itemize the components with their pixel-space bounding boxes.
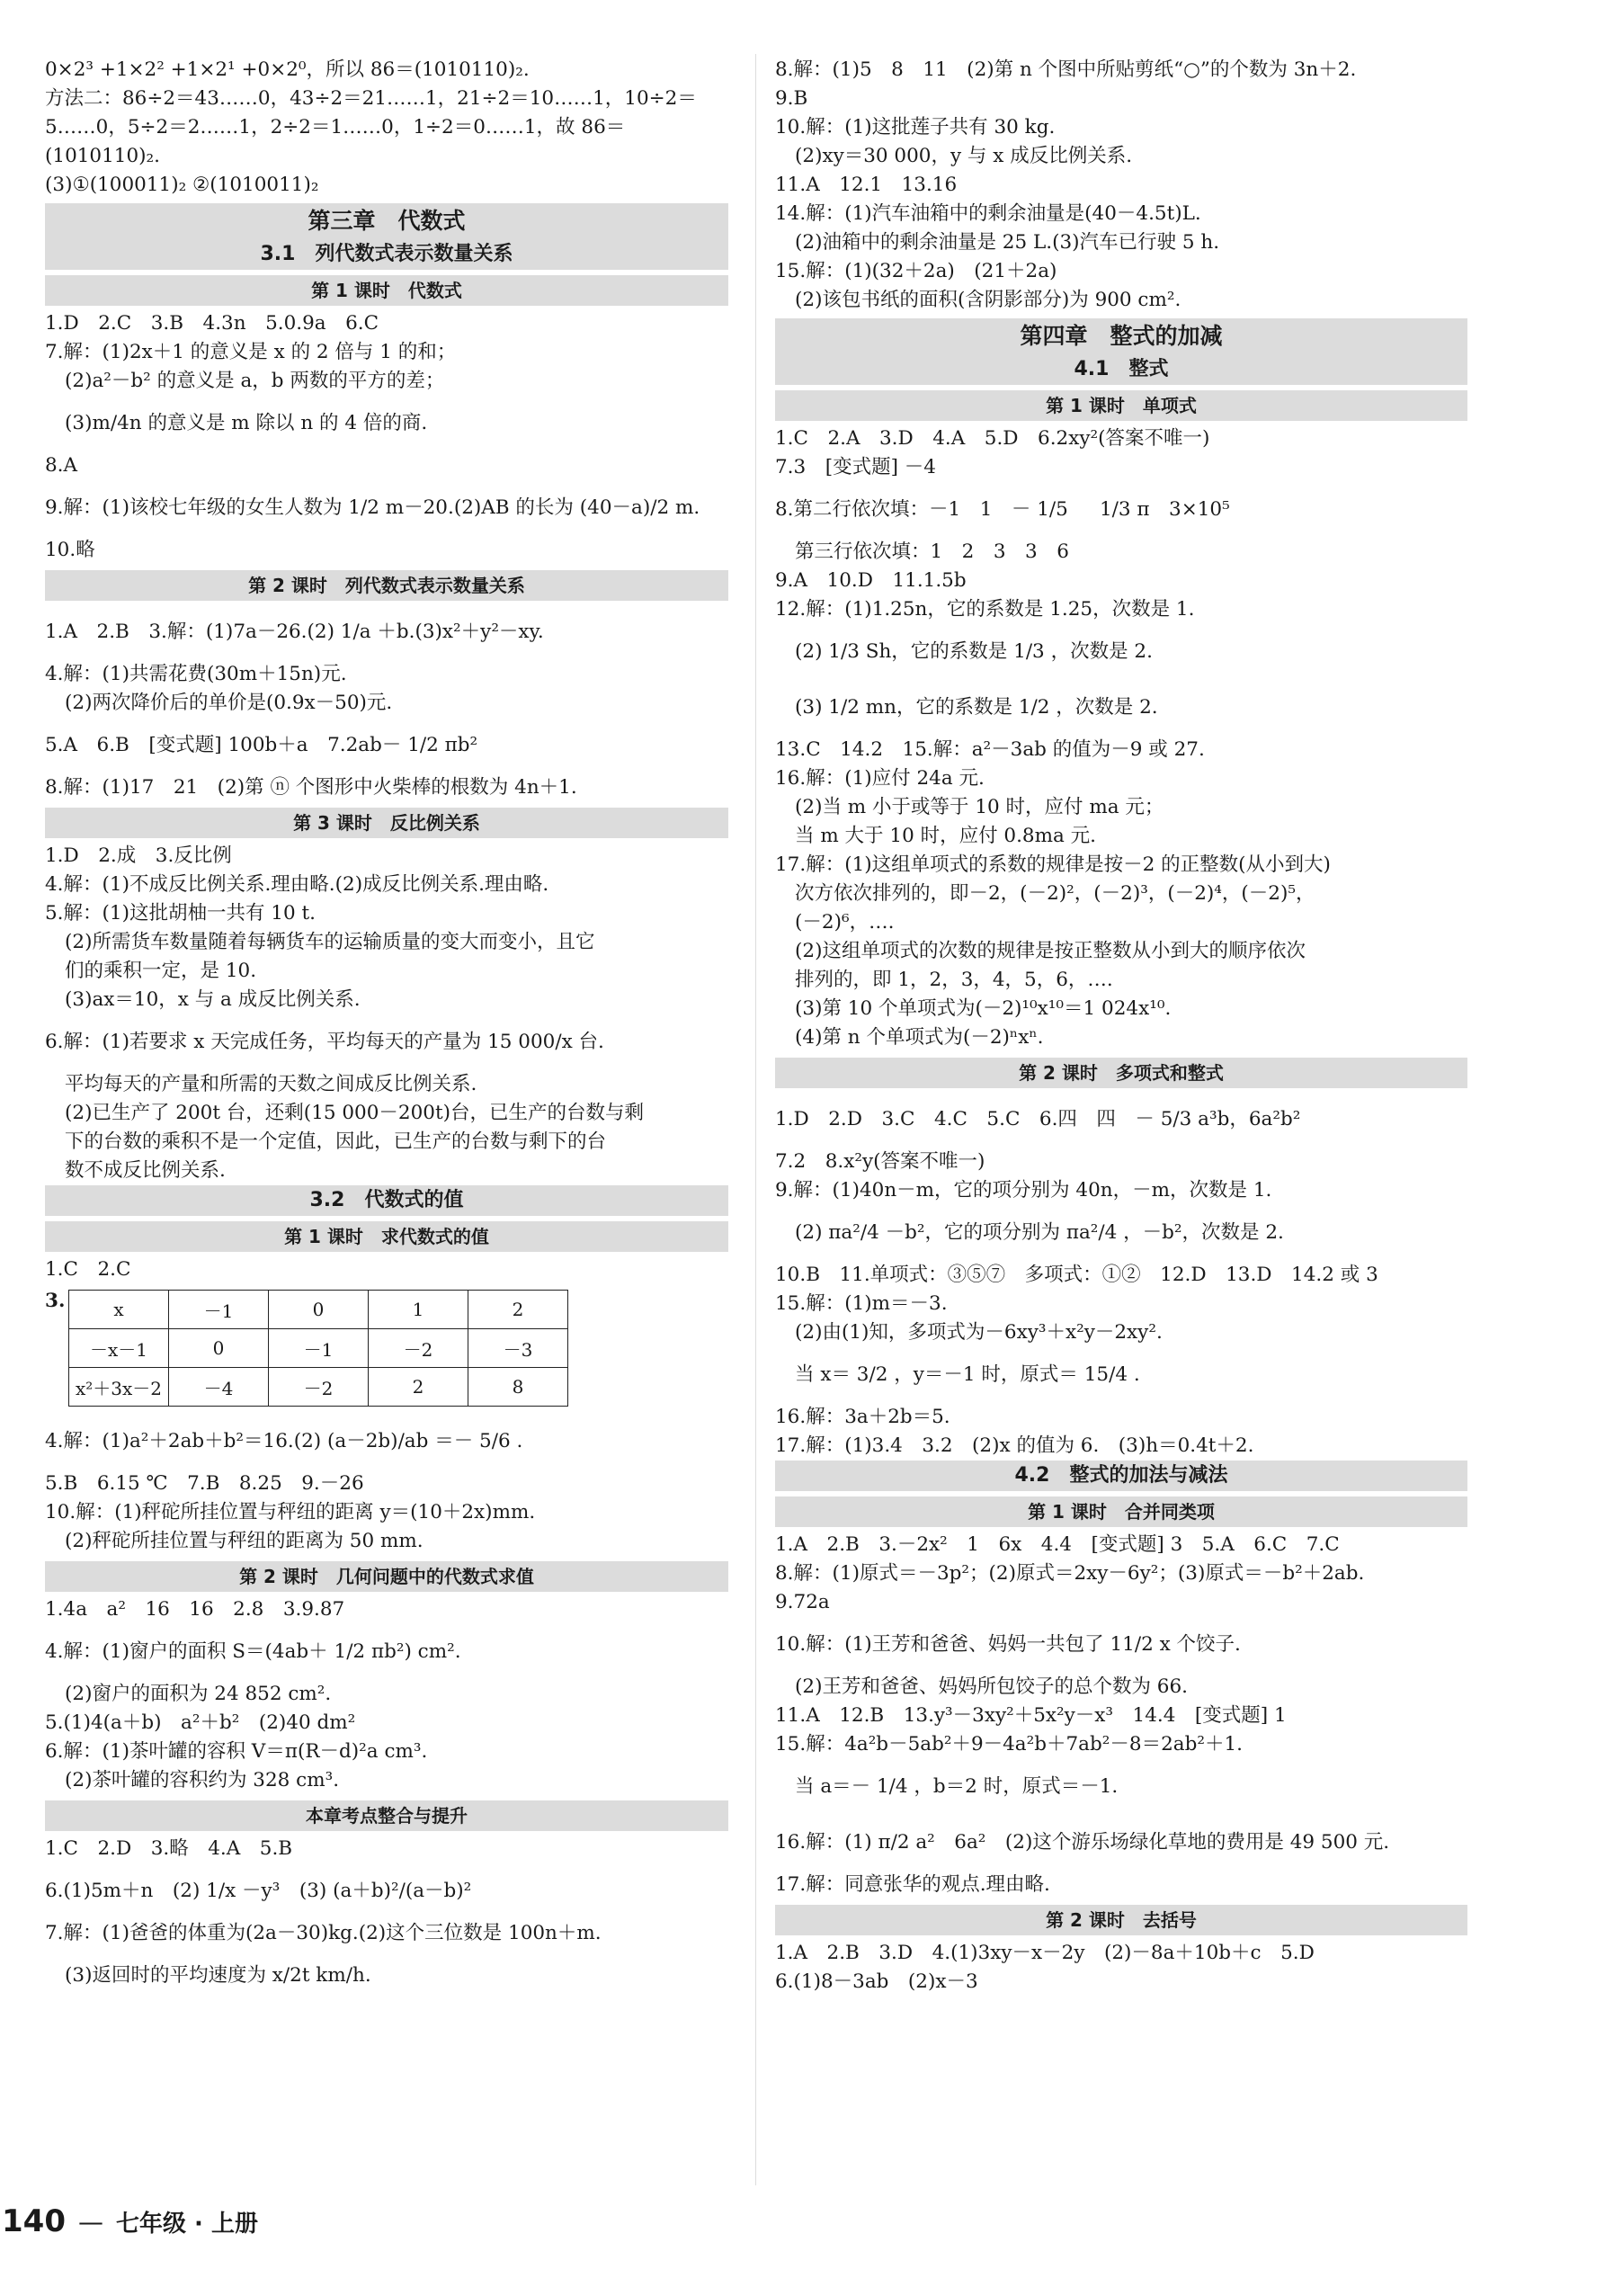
- table-cell: －3: [468, 1329, 568, 1368]
- answer-line: 8.A: [45, 454, 78, 477]
- footer-separator: —: [77, 2206, 103, 2237]
- table-cell: 2: [369, 1368, 468, 1407]
- table-cell: x²＋3x－2: [69, 1368, 169, 1407]
- table-cell: －2: [269, 1368, 369, 1407]
- answer-line: 10.解：(1)秤砣所挂位置与秤纽的距离 y＝(10＋2x)mm.: [45, 1501, 536, 1523]
- answer-line: 17.解：(1)这组单项式的系数的规律是按－2 的正整数(从小到大): [775, 853, 1331, 876]
- answer-line: 4.解：(1)共需花费(30m＋15n)元.: [45, 663, 347, 685]
- table-cell: －4: [169, 1368, 269, 1407]
- answer-line: (2)茶叶罐的容积约为 328 cm³.: [65, 1769, 340, 1791]
- answer-line: (2)这组单项式的次数的规律是按正整数从小到大的顺序依次: [795, 940, 1306, 962]
- question-number: 3.: [45, 1290, 66, 1312]
- answer-line: 16.解：(1) π/2 a² 6a² (2)这个游乐场绿化草地的费用是 49 500 元.: [775, 1831, 1390, 1854]
- answer-line: 15.解：(1)(32＋2a) (21＋2a): [775, 260, 1057, 282]
- table-row: [69, 1368, 568, 1407]
- answer-line: (3)第 10 个单项式为(－2)¹⁰x¹⁰＝1 024x¹⁰.: [795, 997, 1172, 1020]
- answer-line: 16.解：(1)应付 24a 元.: [775, 767, 985, 790]
- section-heading: 4.2 整式的加法与减法: [775, 1461, 1467, 1491]
- answer-line: 9.解：(1)该校七年级的女生人数为 1/2 m－20.(2)AB 的长为 (40－a)/2 m.: [45, 496, 700, 519]
- answer-line: 5.A 6.B [变式题] 100b＋a 7.2ab－ 1/2 πb²: [45, 734, 478, 756]
- grade-label: 七年级 · 上册: [115, 2210, 258, 2238]
- answer-line: 1.A 2.B 3.－2x² 1 6x 4.4 [变式题] 3 5.A 6.C 7.C: [775, 1533, 1340, 1556]
- answer-line: 10.略: [45, 539, 95, 561]
- answer-line: 7.2 8.x²y(答案不唯一): [775, 1150, 985, 1173]
- answer-line: (2)油箱中的剩余油量是 25 L.(3)汽车已行驶 5 h.: [795, 231, 1220, 254]
- answer-line: 9.72a: [775, 1591, 830, 1613]
- answer-line: 12.解：(1)1.25n，它的系数是 1.25，次数是 1.: [775, 598, 1195, 621]
- table-row: [69, 1291, 568, 1329]
- answer-line: (4)第 n 个单项式为(－2)ⁿxⁿ.: [795, 1026, 1044, 1049]
- lesson-heading: 本章考点整合与提升: [45, 1800, 728, 1831]
- answer-line: 1.D 2.成 3.反比例: [45, 844, 232, 867]
- answer-line: 下的台数的乘积不是一个定值，因此，已生产的台数与剩下的台: [65, 1130, 607, 1153]
- answer-line: (2)已生产了 200t 台，还剩(15 000－200t)台，已生产的台数与剩: [65, 1102, 644, 1124]
- answer-line: 17.解：同意张华的观点.理由略.: [775, 1873, 1050, 1896]
- left-column: [45, 56, 728, 2004]
- answer-line: (2)秤砣所挂位置与秤纽的距离为 50 mm.: [65, 1530, 424, 1552]
- answer-line: (2)该包书纸的面积(含阴影部分)为 900 cm².: [795, 289, 1181, 311]
- lesson-heading: 第 2 课时 去括号: [775, 1905, 1467, 1935]
- answer-line: 10.B 11.单项式：③⑤⑦ 多项式：①② 12.D 13.D 14.2 或 3: [775, 1264, 1378, 1286]
- value-table: [68, 1290, 568, 1407]
- answer-line: 方法二：86÷2＝43……0，43÷2＝21……1，21÷2＝10……1，10÷2＝: [45, 87, 697, 110]
- answer-line: 1.C 2.A 3.D 4.A 5.D 6.2xy²(答案不唯一): [775, 427, 1210, 450]
- answer-line: 15.解：(1)m＝－3.: [775, 1292, 948, 1315]
- lesson-heading: 第 1 课时 代数式: [45, 275, 728, 306]
- answer-line: 5.B 6.15 ℃ 7.B 8.25 9.－26: [45, 1472, 364, 1495]
- table-cell: 8: [468, 1368, 568, 1407]
- answer-line: (2)两次降价后的单价是(0.9x－50)元.: [65, 692, 393, 714]
- answer-line: (2) πa²/4 －b²，它的项分别为 πa²/4 ，－b²，次数是 2.: [795, 1221, 1284, 1244]
- chapter-heading: 第四章 整式的加减: [775, 318, 1467, 354]
- answer-line: 数不成反比例关系.: [65, 1159, 226, 1182]
- column-divider: [755, 54, 756, 2185]
- answer-line: 4.解：(1)窗户的面积 S＝(4ab＋ 1/2 πb²) cm².: [45, 1640, 461, 1663]
- answer-line: 6.解：(1)若要求 x 天完成任务，平均每天的产量为 15 000/x 台.: [45, 1031, 604, 1053]
- answer-line: 1.C 2.C: [45, 1258, 131, 1281]
- answer-line: 4.解：(1)a²＋2ab＋b²＝16.(2) (a－2b)/ab ＝－ 5/6 .: [45, 1430, 523, 1452]
- answer-line: 当 x＝ 3/2 ，y＝－1 时，原式＝ 15/4 .: [795, 1363, 1140, 1386]
- answer-line: (2)由(1)知，多项式为－6xy³＋x²y－2xy².: [795, 1321, 1163, 1344]
- answer-line: 9.解：(1)40n－m，它的项分别为 40n，－m，次数是 1.: [775, 1179, 1272, 1202]
- answer-line: 7.3 [变式题] －4: [775, 456, 936, 478]
- answer-line: 第三行依次填：1 2 3 3 6: [795, 540, 1069, 563]
- table-row: [69, 1329, 568, 1368]
- answer-line: 9.A 10.D 11.1.5b: [775, 569, 967, 592]
- answer-line: 4.解：(1)不成反比例关系.理由略.(2)成反比例关系.理由略.: [45, 873, 549, 896]
- answer-line: 14.解：(1)汽车油箱中的剩余油量是(40－4.5t)L.: [775, 202, 1201, 225]
- answer-line: 17.解：(1)3.4 3.2 (2)x 的值为 6. (3)h＝0.4t＋2.: [775, 1434, 1254, 1457]
- table-cell: 0: [169, 1329, 269, 1368]
- table-cell: 2: [468, 1291, 568, 1329]
- answer-line: (3)m/4n 的意义是 m 除以 n 的 4 倍的商.: [65, 412, 428, 434]
- answer-line: 5.解：(1)这批胡柚一共有 10 t.: [45, 902, 316, 925]
- answer-line: 10.解：(1)王芳和爸爸、妈妈一共包了 11/2 x 个饺子.: [775, 1633, 1241, 1656]
- answer-line: 当 a＝－ 1/4 ，b＝2 时，原式＝－1.: [795, 1775, 1119, 1798]
- page-footer: [0, 2194, 629, 2248]
- table-cell: －2: [369, 1329, 468, 1368]
- answer-line: (2)所需货车数量随着每辆货车的运输质量的变大而变小，且它: [65, 931, 595, 953]
- answer-line: 6.(1)5m＋n (2) 1/x －y³ (3) (a＋b)²/(a－b)²: [45, 1880, 472, 1902]
- answer-line: 8.解：(1)17 21 (2)第 ⓝ 个图形中火柴棒的根数为 4n＋1.: [45, 776, 577, 799]
- value-table-block: [45, 1290, 728, 1407]
- answer-line: 8.解：(1)5 8 11 (2)第 n 个图中所贴剪纸“○”的个数为 3n＋2.: [775, 58, 1357, 81]
- answer-line: 11.A 12.1 13.16: [775, 174, 958, 196]
- answer-line: (3)ax＝10，x 与 a 成反比例关系.: [65, 988, 361, 1011]
- lesson-heading: 第 3 课时 反比例关系: [45, 808, 728, 838]
- table-cell: －x－1: [69, 1329, 169, 1368]
- answer-line: 11.A 12.B 13.y³－3xy²＋5x²y－x³ 14.4 [变式题] 1: [775, 1704, 1287, 1727]
- table-cell: x: [69, 1291, 169, 1329]
- answer-line: 当 m 大于 10 时，应付 0.8ma 元.: [795, 825, 1096, 847]
- answer-line: (－2)⁶，….: [795, 911, 895, 934]
- answer-line: (2)窗户的面积为 24 852 cm².: [65, 1683, 332, 1705]
- answer-line: 平均每天的产量和所需的天数之间成反比例关系.: [65, 1073, 477, 1095]
- lesson-heading: 第 1 课时 求代数式的值: [45, 1221, 728, 1252]
- right-column: [775, 56, 1467, 1997]
- chapter-heading: 第三章 代数式: [45, 203, 728, 239]
- answer-line: 1.4a a² 16 16 2.8 3.9.87: [45, 1598, 345, 1621]
- answer-line: 7.解：(1)2x＋1 的意义是 x 的 2 倍与 1 的和；: [45, 341, 457, 363]
- table-cell: 0: [269, 1291, 369, 1329]
- answer-line: 16.解：3a＋2b＝5.: [775, 1406, 950, 1428]
- answer-line: (2) 1/3 Sh，它的系数是 1/3 ，次数是 2.: [795, 640, 1153, 663]
- answer-line: (2)xy＝30 000，y 与 x 成反比例关系.: [795, 145, 1133, 167]
- answer-line: (2)a²－b² 的意义是 a，b 两数的平方的差；: [65, 370, 445, 392]
- answer-line: 0×2³ +1×2² +1×2¹ +0×2⁰，所以 86＝(1010110)₂.: [45, 58, 530, 81]
- answer-line: 1.D 2.D 3.C 4.C 5.C 6.四 四 － 5/3 a³b，6a²b²: [775, 1108, 1301, 1130]
- answer-line: 1.D 2.C 3.B 4.3n 5.0.9a 6.C: [45, 312, 379, 335]
- lesson-heading: 第 2 课时 列代数式表示数量关系: [45, 570, 728, 601]
- answer-line: 5.(1)4(a＋b) a²＋b² (2)40 dm²: [45, 1711, 356, 1734]
- answer-line: 1.C 2.D 3.略 4.A 5.B: [45, 1837, 293, 1860]
- table-cell: 1: [369, 1291, 468, 1329]
- answer-line: (3)返回时的平均速度为 x/2t km/h.: [65, 1964, 371, 1987]
- answer-line: 8.解：(1)原式＝－3p²；(2)原式＝2xy－6y²；(3)原式＝－b²＋2ab.: [775, 1562, 1365, 1585]
- answer-line: (1010110)₂.: [45, 145, 160, 167]
- answer-line: 1.A 2.B 3.解：(1)7a－26.(2) 1/a ＋b.(3)x²＋y²－xy.: [45, 621, 544, 643]
- section-heading: 4.1 整式: [775, 354, 1467, 385]
- answer-line: (2)王芳和爸爸、妈妈所包饺子的总个数为 66.: [795, 1675, 1188, 1698]
- section-heading: 3.1 列代数式表示数量关系: [45, 239, 728, 270]
- answer-line: 10.解：(1)这批莲子共有 30 kg.: [775, 116, 1056, 138]
- lesson-heading: 第 2 课时 几何问题中的代数式求值: [45, 1561, 728, 1592]
- answer-line: 13.C 14.2 15.解：a²－3ab 的值为－9 或 27.: [775, 738, 1205, 761]
- answer-line: (3) 1/2 mn，它的系数是 1/2 ，次数是 2.: [795, 696, 1158, 719]
- lesson-heading: 第 1 课时 合并同类项: [775, 1496, 1467, 1527]
- section-heading: 3.2 代数式的值: [45, 1185, 728, 1216]
- answer-line: (3)①(100011)₂ ②(1010011)₂: [45, 174, 319, 196]
- answer-line: 次方依次排列的，即－2，(－2)²，(－2)³，(－2)⁴，(－2)⁵，: [795, 882, 1315, 905]
- answer-line: 排列的，即 1，2，3，4，5，6，….: [795, 969, 1113, 991]
- answer-line: (2)当 m 小于或等于 10 时，应付 ma 元；: [795, 796, 1164, 818]
- table-cell: －1: [169, 1291, 269, 1329]
- lesson-heading: 第 2 课时 多项式和整式: [775, 1058, 1467, 1088]
- lesson-heading: 第 1 课时 单项式: [775, 390, 1467, 421]
- answer-line: 9.B: [775, 87, 808, 110]
- answer-line: 6.(1)8－3ab (2)x－3: [775, 1970, 978, 1993]
- answer-line: 15.解：4a²b－5ab²＋9－4a²b＋7ab²－8＝2ab²＋1.: [775, 1733, 1243, 1756]
- answer-line: 7.解：(1)爸爸的体重为(2a－30)kg.(2)这个三位数是 100n＋m.: [45, 1922, 602, 1944]
- page-number: 140: [2, 2203, 66, 2239]
- answer-line: 8.第二行依次填：－1 1 － 1/5 1/3 π 3×10⁵: [775, 498, 1230, 521]
- answer-line: 们的乘积一定，是 10.: [65, 960, 257, 982]
- answer-line: 1.A 2.B 3.D 4.(1)3xy－x－2y (2)－8a＋10b＋c 5.D: [775, 1942, 1315, 1964]
- table-cell: －1: [269, 1329, 369, 1368]
- answer-line: 6.解：(1)茶叶罐的容积 V＝π(R－d)²a cm³.: [45, 1740, 428, 1763]
- answer-line: 5……0，5÷2＝2……1，2÷2＝1……0，1÷2＝0……1，故 86＝: [45, 116, 626, 138]
